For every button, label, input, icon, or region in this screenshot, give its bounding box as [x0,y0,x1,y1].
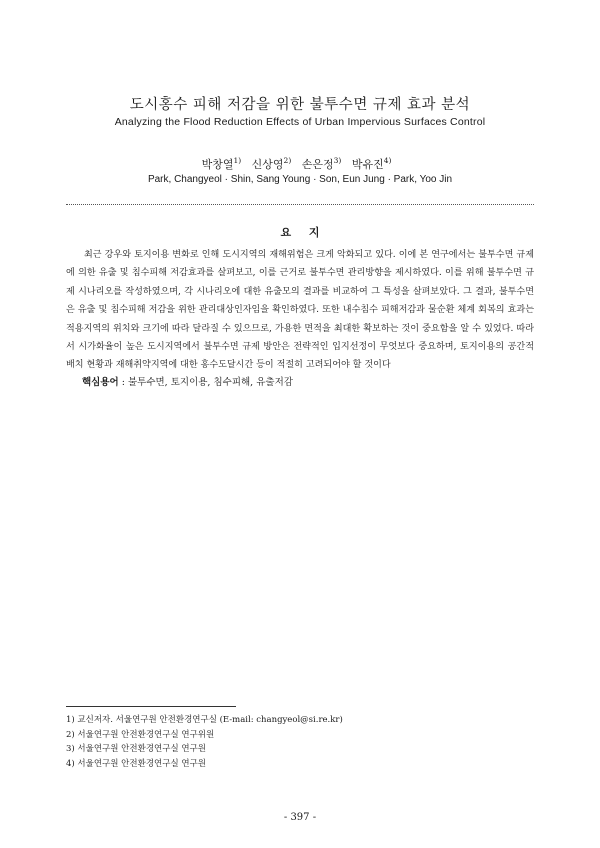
paper-title: 도시홍수 피해 저감을 위한 불투수면 규제 효과 분석 [129,97,471,113]
footnote-item: 2) 서울연구원 안전환경연구실 연구위원 [66,729,215,740]
keywords-separator: : [118,377,128,388]
author-footnote-mark: 4) [383,156,392,166]
footnote-item: 1) 교신저자. 서울연구원 안전환경연구실 (E-mail: changyeol@si.re.kr) [66,715,343,725]
keywords-label: 핵심용어 [82,377,119,388]
author-name: 손은정 [301,158,334,171]
author-name: 박유진 [351,158,384,171]
author-name: 신상영 [251,158,284,171]
page-number: - 397 - [283,812,317,823]
footnotes [66,713,343,771]
author-list [0,156,600,172]
footnote-rule [66,706,236,707]
section-divider [66,204,534,205]
author-footnote-mark: 3) [333,156,342,166]
author-name: 박창열 [201,158,234,171]
paper-subtitle-english: Analyzing the Flood Reduction Effects of Urban Impervious Surfaces Control [114,116,486,128]
author-footnote-mark: 1) [233,156,242,166]
footnote-item: 3) 서울연구원 안전환경연구실 연구원 [66,744,206,754]
abstract-heading: 요 지 [280,226,320,239]
abstract-body: 최근 강우와 토지이용 변화로 인해 도시지역의 재해위험은 크게 악화되고 있다. 이에 본 연구에서는 불투수면 규제에 의한 유출 및 침수피해 저감효과를 살펴보고, 이를 근거로 불투수면 관리방향을 제시하였다. 이를 위해 불투수면 규제 시나리오를 작성하였으며, 각 시나리오에 대한 유출모의 결과를 비교하여 그 특성을 살펴보았다. 그 결과, 불투수면은 유출 및 침수피해 저감을 위한 관리대상인자임을 확인하였다. 또한 내수침수 피해저감과 물순환 체계 회복의 효과는 적용지역의 위치와 크기에 따라 달라질 수 있으므로, 가용한 면적을 최대한 확보하는 것이 중요함을 알 수 있었다. 따라서 시가화율이 높은 도시지역에서 불투수면 규제 방안은 전략적인 입지선정이 무엇보다 중요하며, 토지이용의 공간적 배치 현황과 재해취약지역에 대한 홍수도달시간 등이 적절히 고려되어야 할 것이다 [66,250,534,371]
author-list-english: Park, Changyeol · Shin, Sang Young · Son, Eun Jung · Park, Yoo Jin [147,174,453,185]
keywords-text: 불투수면, 토지이용, 침수피해, 유출저감 [127,377,293,388]
keywords-line [82,374,293,388]
footnote-item: 4) 서울연구원 안전환경연구실 연구원 [66,758,206,769]
author-footnote-mark: 2) [283,156,292,166]
